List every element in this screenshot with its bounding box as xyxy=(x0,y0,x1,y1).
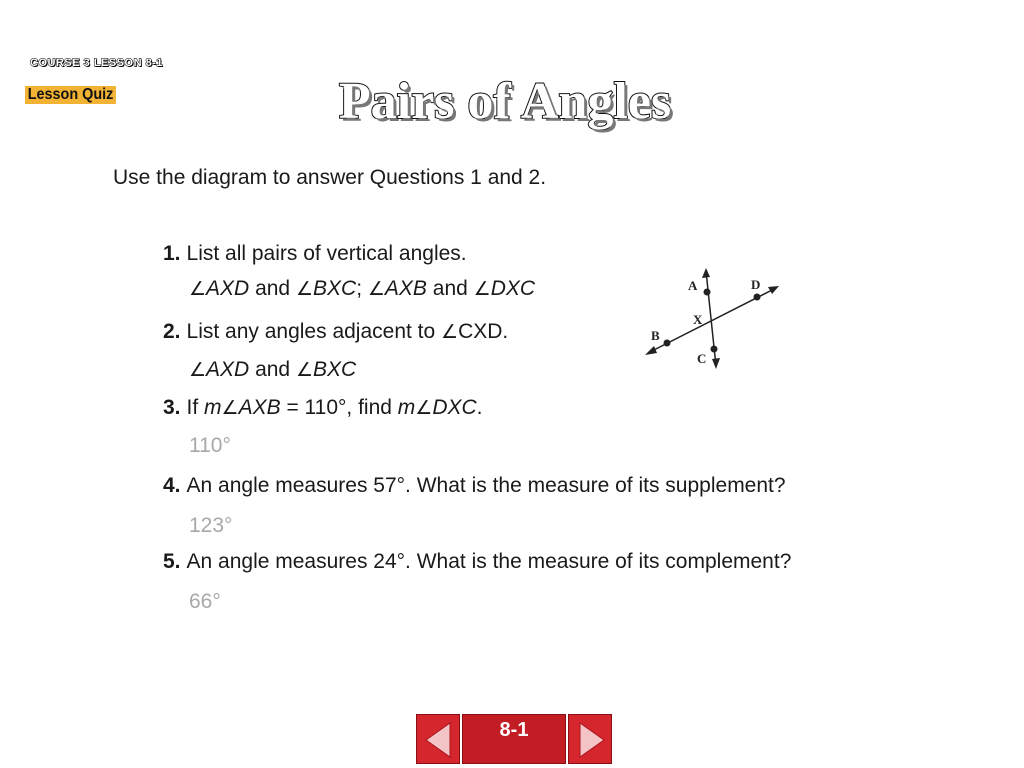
answer-5: 66° xyxy=(189,590,221,613)
angle-symbol: ∠ xyxy=(189,359,207,381)
question-text: = 110°, find xyxy=(280,396,398,419)
question-text: . xyxy=(476,396,483,419)
question-text: List any angles adjacent to xyxy=(186,320,442,343)
lesson-quiz-tag: Lesson Quiz xyxy=(25,86,116,104)
arrowhead-c xyxy=(712,358,720,369)
angle-name: DXC xyxy=(432,396,477,419)
angle-name: AXD xyxy=(206,358,250,381)
right-arrow-icon xyxy=(569,715,613,765)
question-text: An angle measures 57°. What is the measure of its supplement? xyxy=(186,474,786,497)
question-number: 5. xyxy=(163,550,181,573)
point-c xyxy=(711,346,718,353)
lesson-number-badge[interactable] xyxy=(462,714,566,764)
answer-connector: and xyxy=(249,358,296,381)
angle-name: AXB xyxy=(384,277,427,300)
question-text: If xyxy=(186,396,205,419)
question-4 xyxy=(163,474,786,498)
measure-m: m xyxy=(204,396,222,419)
left-arrow-icon xyxy=(417,715,461,765)
next-button[interactable] xyxy=(568,714,612,764)
arrowhead-d xyxy=(768,286,779,294)
label-x: X xyxy=(693,312,703,327)
intersecting-lines-diagram xyxy=(640,262,790,374)
angle-symbol: ∠ xyxy=(295,359,313,381)
lesson-number: 8-1 xyxy=(499,719,529,741)
question-2 xyxy=(163,320,508,344)
angle-name: DXC xyxy=(490,277,536,300)
intro-text: Use the diagram to answer Questions 1 and 2. xyxy=(113,166,547,189)
angle-name: AXB xyxy=(238,396,281,419)
course-lesson-label: COURSE 3 LESSON 8-1 xyxy=(30,57,163,69)
question-number: 3. xyxy=(163,396,181,419)
label-d: D xyxy=(751,277,761,292)
angle-name: BXC xyxy=(313,358,357,381)
label-a: A xyxy=(688,278,698,293)
angle-symbol: ∠ xyxy=(441,321,459,343)
angle-symbol: ∠ xyxy=(415,397,433,419)
question-text: An angle measures 24°. What is the measure of its complement? xyxy=(186,550,792,573)
question-number: 1. xyxy=(163,242,181,265)
point-b xyxy=(664,340,671,347)
page-title: Pairs of Angles xyxy=(338,73,672,130)
answer-connector: and xyxy=(249,277,296,300)
label-b: B xyxy=(651,328,660,343)
point-d xyxy=(754,294,761,301)
answer-separator: ; xyxy=(356,277,368,300)
question-text: List all pairs of vertical angles. xyxy=(186,242,467,265)
angle-name: CXD. xyxy=(458,320,509,343)
answer-1 xyxy=(189,277,535,301)
question-5 xyxy=(163,550,791,574)
angle-symbol: ∠ xyxy=(189,278,207,300)
question-1 xyxy=(163,242,467,266)
angle-symbol: ∠ xyxy=(473,278,491,300)
label-c: C xyxy=(697,351,707,366)
angle-name: AXD xyxy=(206,277,250,300)
measure-m: m xyxy=(397,396,416,419)
lesson-navigation xyxy=(416,714,612,766)
arrowhead-b xyxy=(645,346,657,355)
angle-symbol: ∠ xyxy=(295,278,313,300)
answer-connector: and xyxy=(426,277,474,300)
angle-symbol: ∠ xyxy=(221,397,239,419)
question-number: 4. xyxy=(163,474,181,497)
answer-3: 110° xyxy=(189,434,231,457)
angle-symbol: ∠ xyxy=(367,278,385,300)
previous-button[interactable] xyxy=(416,714,460,764)
arrowhead-a xyxy=(702,268,710,278)
answer-4: 123° xyxy=(189,514,233,537)
point-a xyxy=(704,289,711,296)
question-3 xyxy=(163,396,483,420)
question-number: 2. xyxy=(163,320,181,343)
answer-2 xyxy=(189,358,356,382)
angle-name: BXC xyxy=(313,277,357,300)
